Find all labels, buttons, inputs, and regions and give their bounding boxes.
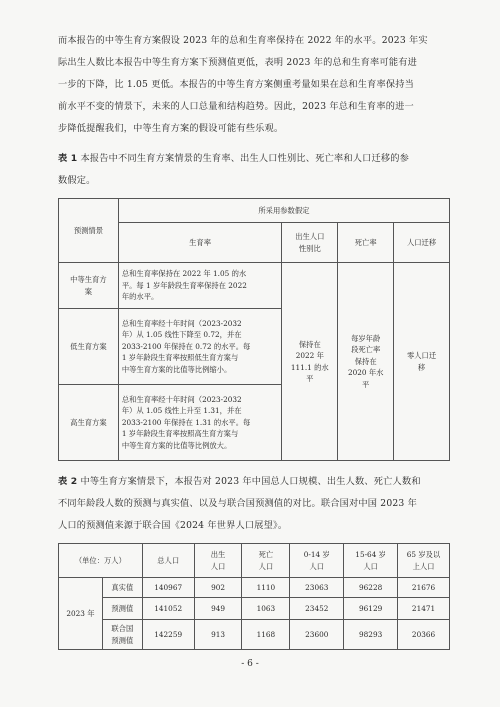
- paragraph-line: 而本报告的中等生育方案假设 2023 年的总和生育率保持在 2022 年的水平。2023 年实: [58, 35, 428, 46]
- scenario-low: 低生育方案: [59, 309, 119, 385]
- table1-caption-text: 本报告中不同生育方案情景的生育率、出生人口性别比、死亡率和人口迁移的参: [77, 153, 410, 164]
- header-births: 出生 人口: [194, 544, 242, 578]
- table1-caption-label: 表 1: [58, 153, 78, 164]
- table2: [58, 543, 450, 650]
- header-mortality: 死亡率: [338, 223, 394, 263]
- table-cell: 21676: [398, 578, 450, 598]
- table-cell: 913: [194, 620, 242, 650]
- mortality-assumption: 每岁年龄 段死亡率 保持在 2020 年水 平: [338, 263, 394, 461]
- table-cell: 23063: [290, 578, 344, 598]
- table-cell: 21471: [398, 598, 450, 620]
- table1-caption-text-cont: 数假定。: [58, 175, 96, 186]
- intro-paragraph: [58, 30, 450, 140]
- migration-assumption: 零人口迁 移: [394, 263, 450, 461]
- header-age-15-64: 15-64 岁 人口: [344, 544, 398, 578]
- paragraph-line: 一步的下降，比 1.05 更低。本报告的中等生育方案侧重考量如果在总和生育率保持当: [58, 79, 415, 90]
- header-sex-ratio: 出生人口 性别比: [282, 223, 338, 263]
- table-cell: 23600: [290, 620, 344, 650]
- table-cell: 1063: [242, 598, 290, 620]
- header-deaths: 死亡 人口: [242, 544, 290, 578]
- row-label-projected: 预测值: [102, 598, 142, 620]
- table-cell: 902: [194, 578, 242, 598]
- table-cell: 23452: [290, 598, 344, 620]
- paragraph-line: 前水平不变的情景下，未来的人口总量和结构趋势。因此，2023 年总和生育率的进一: [58, 101, 414, 112]
- sex-ratio-assumption: 保持在 2022 年 111.1 的水 平: [282, 263, 338, 461]
- paragraph-line: 际出生人数比本报告中等生育方案下预测值更低，表明 2023 年的总和生育率可能有进: [58, 57, 417, 68]
- table-cell: 949: [194, 598, 242, 620]
- table2-caption-label: 表 2: [58, 476, 78, 487]
- header-total: 总人口: [142, 544, 194, 578]
- table-cell: 1110: [242, 578, 290, 598]
- row-label-un-projection: 联合国 预测值: [102, 620, 142, 650]
- header-age-0-14: 0-14 岁 人口: [290, 544, 344, 578]
- fertility-medium: 总和生育率保持在 2022 年 1.05 的水 平。每 1 岁年龄段生育率保持在 2022 年的水平。: [118, 263, 282, 309]
- report-page: [58, 30, 450, 650]
- table-cell: 96228: [344, 578, 398, 598]
- year-label: 2023 年: [59, 578, 103, 650]
- table-cell: 140967: [142, 578, 194, 598]
- header-scenario: 预测情景: [59, 199, 119, 263]
- paragraph-line: 步降低提醒我们，中等生育方案的假设可能有些乐观。: [58, 123, 284, 134]
- row-label-actual: 真实值: [102, 578, 142, 598]
- fertility-high: 总和生育率经十年时间（2023-2032 年）从 1.05 线性上升至 1.31，并在 2033-2100 年保持在 1.31 的水平。每 1 岁年龄段生育率按照高生育方案与 中等生育方案的比值等比例放大。: [118, 385, 282, 461]
- header-fertility: 生育率: [118, 223, 282, 263]
- table2-caption: 表 2 中等生育方案情景下，本报告对 2023 年中国总人口规模、出生人数、死亡人数和 不同年龄段人数的预测与真实值、以及与联合国预测值的对比。联合国对中国 2023 年 人口的预测值来源于联合国《2024 年世界人口展望》。: [58, 476, 421, 531]
- header-migration: 人口迁移: [394, 223, 450, 263]
- table-cell: 1168: [242, 620, 290, 650]
- table-cell: 141052: [142, 598, 194, 620]
- header-parameter-group: 所采用参数假定: [118, 199, 449, 223]
- scenario-medium: 中等生育方 案: [59, 263, 119, 309]
- header-unit: （单位：万人）: [59, 544, 143, 578]
- header-age-65-plus: 65 岁及以 上人口: [398, 544, 450, 578]
- table1-caption: [58, 148, 450, 192]
- table-cell: 20366: [398, 620, 450, 650]
- table-cell: 96129: [344, 598, 398, 620]
- page-number: - 6 -: [241, 659, 259, 669]
- scenario-high: 高生育方案: [59, 385, 119, 461]
- table-cell: 142259: [142, 620, 194, 650]
- table-cell: 98293: [344, 620, 398, 650]
- table1: [58, 198, 450, 461]
- fertility-low: 总和生育率经十年时间（2023-2032 年）从 1.05 线性下降至 0.72，并在 2033-2100 年保持在 0.72 的水平。每 1 岁年龄段生育率按照低生育方案与 中等生育方案的比值等比例缩小。: [118, 309, 282, 385]
